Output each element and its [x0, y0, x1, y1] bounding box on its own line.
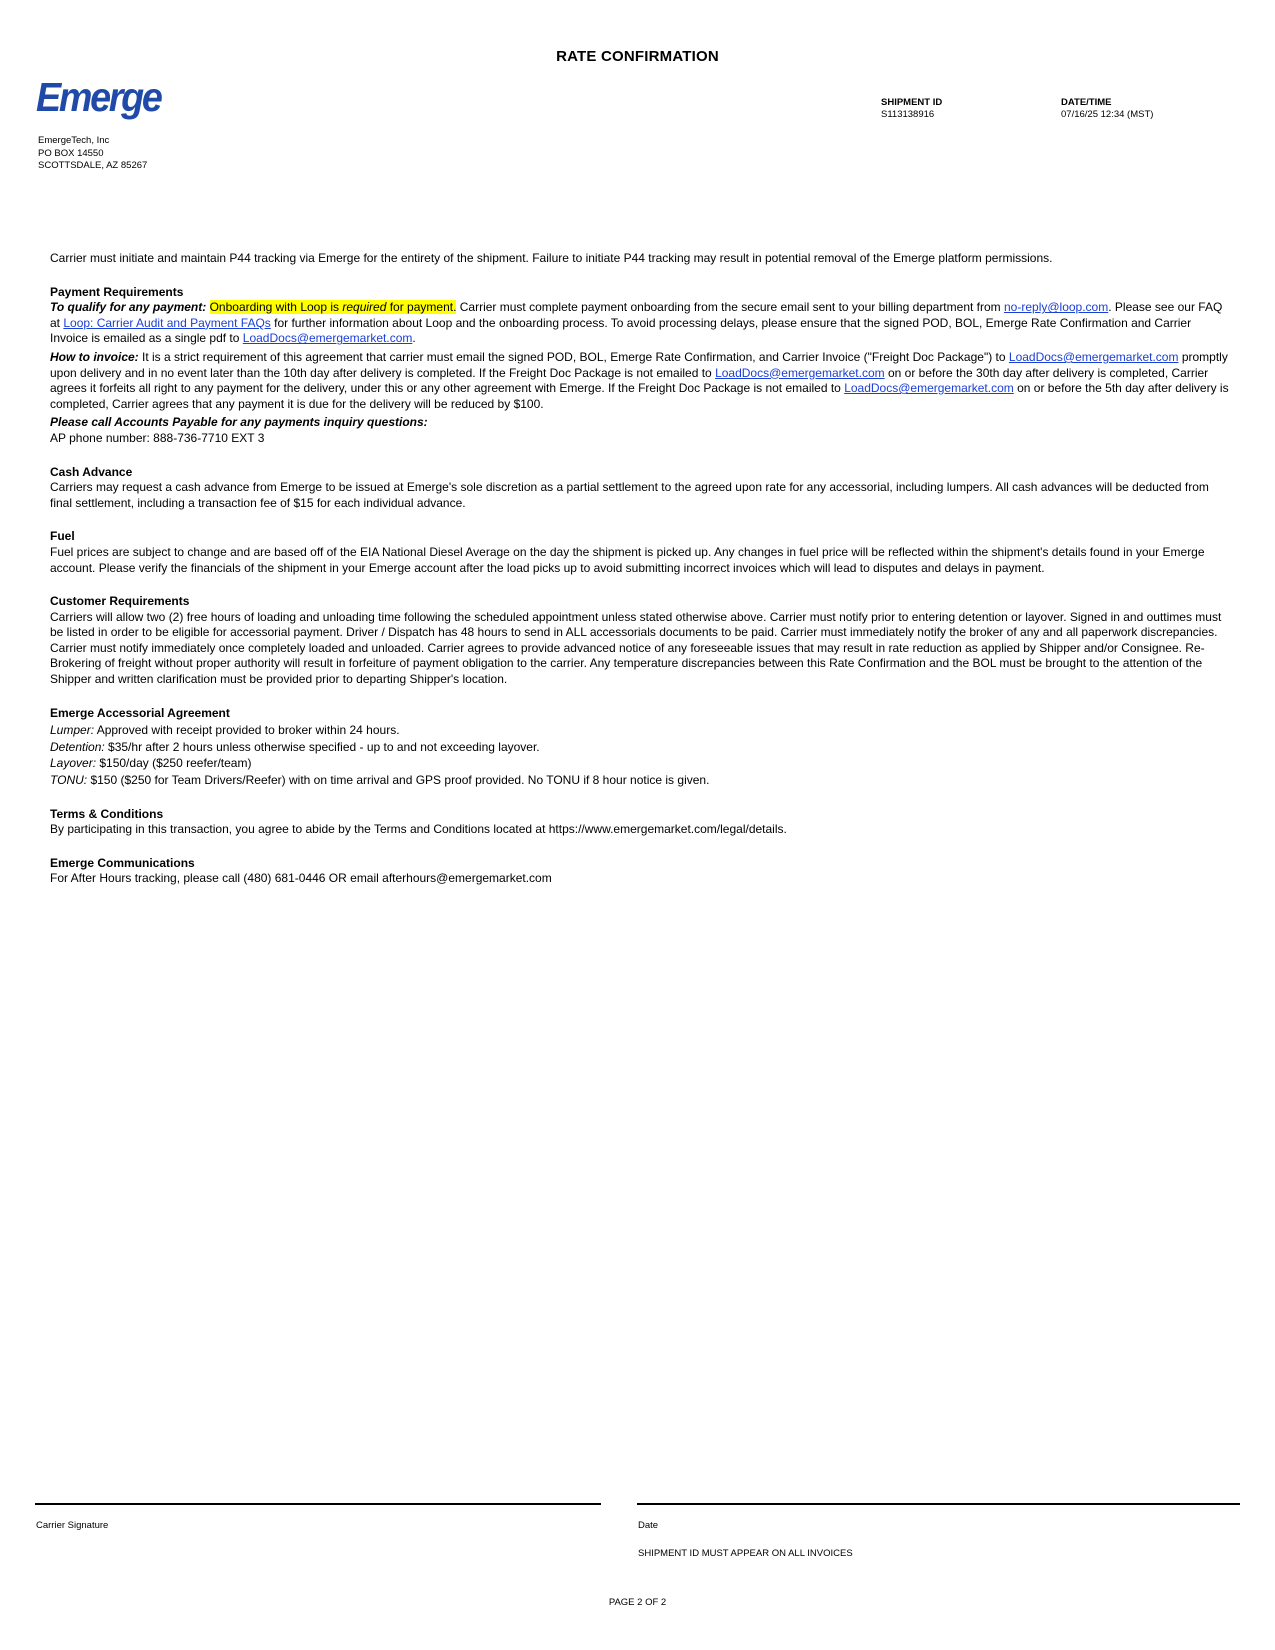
tracking-notice: Carrier must initiate and maintain P44 tracking via Emerge for the entirety of the shipment. Failure to initiate P44 tracking may result in potential removal of the Emerge platform permissions.	[50, 251, 1053, 265]
emerge-logo: Emerge	[36, 74, 161, 120]
accessorial-item-tonu: TONU: $150 ($250 for Team Drivers/Reefer) with on time arrival and GPS proof provided. No TONU if 8 hour notice is given.	[50, 773, 710, 788]
shipment-id-value: S113138916	[881, 109, 935, 120]
cash-advance-text: Carriers may request a cash advance from Emerge to be issued at Emerge's sole discretion as a partial settlement to the agreed upon rate for any accessorial, including lumpers. All cash advances will be deducted from final settlement, including a transaction fee of $15 for each individual advance.	[50, 480, 1209, 510]
date-line	[637, 1503, 1240, 1505]
company-name: EmergeTech, Inc	[38, 135, 110, 146]
loaddocs-email-link[interactable]: LoadDocs@emergemarket.com	[242, 331, 413, 346]
payment-heading: Payment Requirements	[50, 284, 184, 299]
cash-advance-heading: Cash Advance	[50, 464, 133, 479]
company-address	[38, 135, 147, 173]
communications-text: For After Hours tracking, please call (480) 681-0446 OR email afterhours@emergemarket.com	[50, 871, 552, 886]
city-state-zip: SCOTTSDALE, AZ 85267	[38, 160, 148, 171]
invoice-label: How to invoice:	[50, 349, 139, 364]
datetime-block	[1061, 97, 1153, 120]
loaddocs-email-link[interactable]: LoadDocs@emergemarket.com	[1008, 349, 1179, 364]
accessorial-item-lumper: Lumper: Approved with receipt provided to broker within 24 hours.	[50, 723, 400, 738]
fuel-text: Fuel prices are subject to change and are based off of the EIA National Diesel Average on the day the shipment is picked up. Any changes in fuel price will be reflected within the shipment's details found in your Emerge account. Please verify the financials of the shipment in your Emerge account after the load picks up to avoid submitting incorrect invoices which will lead to disputes and delays in payment.	[50, 544, 1205, 575]
shipment-id-block	[881, 97, 942, 120]
terms-heading: Terms & Conditions	[50, 806, 164, 821]
document-body	[50, 251, 1230, 887]
loop-highlight: Onboarding with Loop is required for payment.	[209, 300, 457, 315]
accessorial-heading: Emerge Accessorial Agreement	[50, 705, 230, 720]
loaddocs-email-link[interactable]: LoadDocs@emergemarket.com	[844, 381, 1014, 396]
po-box: PO BOX 14550	[38, 147, 104, 159]
communications-heading: Emerge Communications	[50, 855, 195, 870]
date-label: Date	[638, 1520, 659, 1531]
loop-faq-link[interactable]: Loop: Carrier Audit and Payment FAQs	[63, 315, 271, 330]
customer-requirements-heading: Customer Requirements	[50, 594, 190, 609]
accessorial-item-layover: Layover: $150/day ($250 reefer/team)	[50, 756, 252, 771]
carrier-signature-label: Carrier Signature	[36, 1520, 109, 1531]
fuel-heading: Fuel	[50, 529, 75, 544]
ap-phone: AP phone number: 888-736-7710 EXT 3	[50, 430, 265, 445]
loaddocs-email-link[interactable]: LoadDocs@emergemarket.com	[715, 365, 885, 380]
how-to-invoice-paragraph: How to invoice: It is a strict requirement of this agreement that carrier must email the signed POD, BOL, Emerge Rate Confirmation, and Carrier Invoice ("Freight Doc Package") to LoadDocs@emergemarket.com promptly upon delivery and in no event later than the 10th day after delivery is completed. If the Freight Doc Package is not emailed to LoadDocs@emergemarket.com on or before the 30th day after delivery is completed, Carrier agrees it forfeits all right to any payment for the delivery, under this or any other agreement with Emerge. If the Freight Doc Package is not emailed to LoadDocs@emergemarket.com on or before the 5th day after delivery is completed, Carrier agrees that any payment it is due for the delivery will be reduced by $100.	[50, 349, 1229, 411]
payment-qualify-paragraph: To qualify for any payment: Onboarding with Loop is required for payment. Carrier must complete payment onboarding from the secure email sent to your billing department from no-reply@loop.com. Please see our FAQ at Loop: Carrier Audit and Payment FAQs for further information about Loop and the onboarding process. To avoid processing delays, please ensure that the signed POD, BOL, Emerge Rate Confirmation and Carrier Invoice is emailed as a single pdf to LoadDocs@emergemarket.com.	[50, 300, 1223, 346]
page-number: PAGE 2 OF 2	[608, 1597, 667, 1608]
carrier-signature-line	[35, 1503, 601, 1505]
loop-email-link[interactable]: no-reply@loop.com	[1004, 300, 1109, 315]
qualify-label: To qualify for any payment:	[50, 300, 207, 315]
datetime-value: 07/16/25 12:34 (MST)	[1061, 109, 1154, 120]
document-title: RATE CONFIRMATION	[556, 48, 719, 65]
accessorial-item-detention: Detention: $35/hr after 2 hours unless otherwise specified - up to and not exceeding layover.	[50, 739, 540, 754]
terms-text: By participating in this transaction, you agree to abide by the Terms and Conditions located at https://www.emergemarket.com/legal/details.	[50, 822, 787, 837]
shipment-id-notice: SHIPMENT ID MUST APPEAR ON ALL INVOICES	[638, 1548, 853, 1559]
customer-requirements-text: Carriers will allow two (2) free hours of loading and unloading time following the scheduled appointment unless stated otherwise above. Carrier must notify prior to entering detention or layover. Signed in and outtimes must be listed in order to be eligible for accessorial payment. Driver / Dispatch has 48 hours to send in ALL accessorials documents to be paid. Carrier must immediately notify the broker of any and all paperwork discrepancies. Carrier must notify immediately once completely loaded and unloaded. Carrier agrees to provide advanced notice of any foreseeable issues that may result in rate reduction as applied by Shipper and/or Consignee. Re-Brokering of freight without proper authority will result in forfeiture of payment obligation to the carrier. Any temperature discrepancies between this Rate Confirmation and the BOL must be brought to the attention of the Shipper and written clarification must be provided prior to departing Shipper's location.	[50, 609, 1222, 687]
shipment-id-label: SHIPMENT ID	[881, 97, 943, 108]
datetime-label: DATE/TIME	[1061, 97, 1112, 108]
ap-call-label: Please call Accounts Payable for any payments inquiry questions:	[50, 415, 428, 430]
